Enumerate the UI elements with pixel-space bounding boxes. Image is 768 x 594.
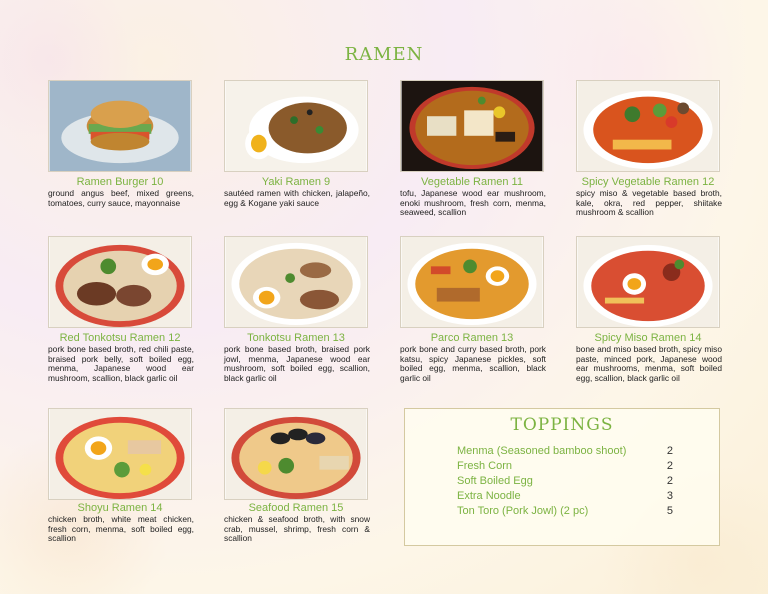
topping-name: Extra Noodle [457,490,521,502]
topping-price: 2 [666,445,673,457]
topping-price: 5 [666,505,673,517]
vegetable-ramen-photo [400,80,544,172]
toppings-panel [404,408,720,546]
topping-name: Soft Boiled Egg [457,475,533,487]
parco-ramen-photo [400,236,544,328]
menu-item-name: Ramen Burger 10 [76,176,164,188]
topping-name: Fresh Corn [457,460,513,472]
menu-item-name: Spicy Vegetable Ramen 12 [581,176,715,188]
menu-item-description: tofu, Japanese wood ear mushroom, enoki mushroom, fresh corn, menma, seaweed, scallion [400,188,546,218]
toppings-title: TOPPINGS [510,415,614,435]
menu-item-description: bone and miso based broth, spicy miso paste, minced pork, Japanese wood ear mushrooms, menma, soft boiled egg, scallion, black garlic oil [576,344,722,383]
menu-item-name: Yaki Ramen 9 [261,176,331,188]
topping-name: Ton Toro (Pork Jowl) (2 pc) [457,505,589,517]
menu-item-name: Spicy Miso Ramen 14 [594,332,702,344]
menu-item-description: sautéed ramen with chicken, jalapeño, egg & Kogane yaki sauce [224,188,370,208]
red-tonkotsu-ramen-photo [48,236,192,328]
menu-item-description: chicken & seafood broth, with snow crab, mussel, shrimp, fresh corn & scallion [224,514,370,544]
menu-item-description: chicken broth, white meat chicken, fresh corn, menma, soft boiled egg, scallion [48,514,194,544]
ramen-burger-photo [48,80,192,172]
menu-item-name: Tonkotsu Ramen 13 [247,332,345,344]
menu-item-description: pork bone based broth, braised pork jowl, menma, Japanese wood ear mushroom, soft boiled egg, scallion, black garlic oil [224,344,370,383]
menu-item-description: pork bone and curry based broth, pork katsu, spicy Japanese pickles, soft boiled egg, menma, scallion, black garlic oil [400,344,546,383]
seafood-ramen-photo [224,408,368,500]
tonkotsu-ramen-photo [224,236,368,328]
menu-item-name: Shoyu Ramen 14 [77,502,163,514]
menu-item-name: Red Tonkotsu Ramen 12 [59,332,181,344]
yaki-ramen-photo [224,80,368,172]
menu-item-description: spicy miso & vegetable based broth, kale, okra, red pepper, shiitake mushroom & scallion [576,188,722,218]
menu-item-name: Seafood Ramen 15 [248,502,344,514]
topping-name: Menma (Seasoned bamboo shoot) [457,445,627,457]
spicy-vegetable-ramen-photo [576,80,720,172]
menu-item-description: ground angus beef, mixed greens, tomatoes, curry sauce, mayonnaise [48,188,194,208]
topping-price: 2 [666,460,673,472]
menu-item-name: Parco Ramen 13 [430,332,514,344]
menu-item-description: pork bone based broth, red chili paste, braised pork belly, soft boiled egg, menma, Japanese wood ear mushroom, scallion, black garlic oil [48,344,194,383]
topping-price: 3 [666,490,673,502]
spicy-miso-ramen-photo [576,236,720,328]
page-title: RAMEN [344,44,424,65]
menu-item-name: Vegetable Ramen 11 [421,176,523,188]
topping-price: 2 [666,475,673,487]
shoyu-ramen-photo [48,408,192,500]
